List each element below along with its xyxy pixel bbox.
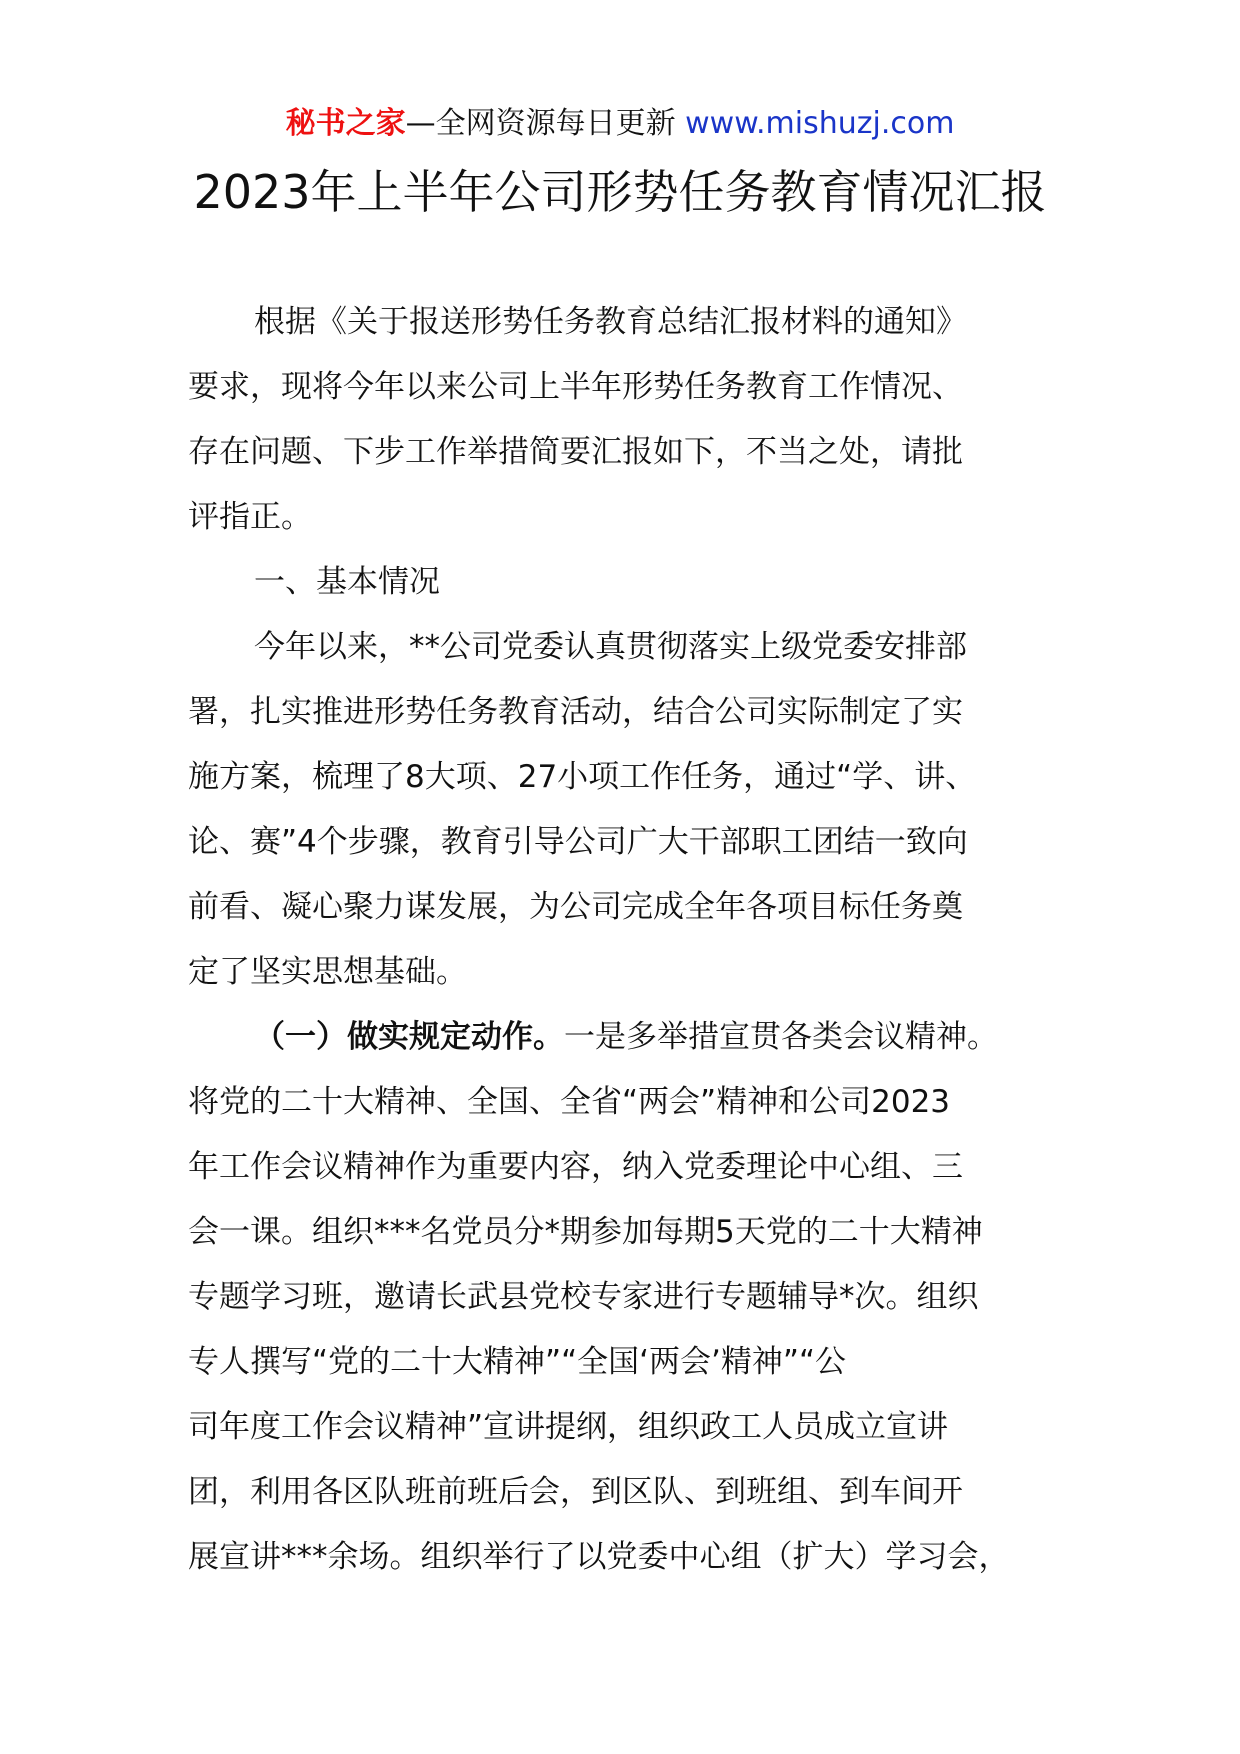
paragraph-line: 前看、凝心聚力谋发展，为公司完成全年各项目标任务奠 [188, 889, 963, 925]
paragraph-line: 定了坚实思想基础。 [188, 954, 467, 990]
paragraph-line: 展宣讲***余场。组织举行了以党委中心组（扩大）学习会， [188, 1539, 1010, 1575]
paragraph-line: 将党的二十大精神、全国、全省“两会”精神和公司2023 [188, 1084, 951, 1120]
paragraph-line: 评指正。 [188, 499, 312, 535]
website-link[interactable]: www.mishuzj.com [685, 106, 955, 141]
subsection-line [188, 1005, 1068, 1070]
paragraph-line: 根据《关于报送形势任务教育总结汇报材料的通知》 [254, 304, 967, 340]
paragraph-line: 今年以来，**公司党委认真贯彻落实上级党委安排部 [254, 629, 967, 665]
paragraph-line: 专人撰写“党的二十大精神”“全国‘两会’精神”“公 [188, 1344, 847, 1380]
paragraph-line: 署，扎实推进形势任务教育活动，结合公司实际制定了实 [188, 694, 963, 730]
document-body [188, 290, 1068, 1590]
subsection-text: 一是多举措宣贯各类会议精神。 [564, 1019, 998, 1055]
paragraph-line: 施方案，梳理了8大项、27小项工作任务，通过“学、讲、 [188, 759, 977, 795]
brand-name: 秘书之家 [285, 106, 406, 141]
subsection-heading: （一）做实规定动作。 [254, 1019, 564, 1055]
paragraph-line: 要求，现将今年以来公司上半年形势任务教育工作情况、 [188, 369, 963, 405]
section-heading-basic: 一、基本情况 [254, 564, 440, 600]
paragraph-line: 专题学习班，邀请长武县党校专家进行专题辅导*次。组织 [188, 1279, 979, 1315]
banner-tagline: —全网资源每日更新 [405, 106, 686, 141]
paragraph-line: 论、赛”4个步骤，教育引导公司广大干部职工团结一致向 [188, 824, 968, 860]
paragraph-line: 会一课。组织***名党员分*期参加每期5天党的二十大精神 [188, 1214, 983, 1250]
paragraph-line: 团，利用各区队班前班后会，到区队、到班组、到车间开 [188, 1474, 963, 1510]
paragraph-line: 存在问题、下步工作举措简要汇报如下，不当之处，请批 [188, 434, 963, 470]
paragraph-line: 年工作会议精神作为重要内容，纳入党委理论中心组、三 [188, 1149, 963, 1185]
document-title: 2023年上半年公司形势任务教育情况汇报 [193, 165, 1047, 219]
site-banner [0, 104, 1240, 144]
paragraph-line: 司年度工作会议精神”宣讲提纲，组织政工人员成立宣讲 [188, 1409, 949, 1445]
